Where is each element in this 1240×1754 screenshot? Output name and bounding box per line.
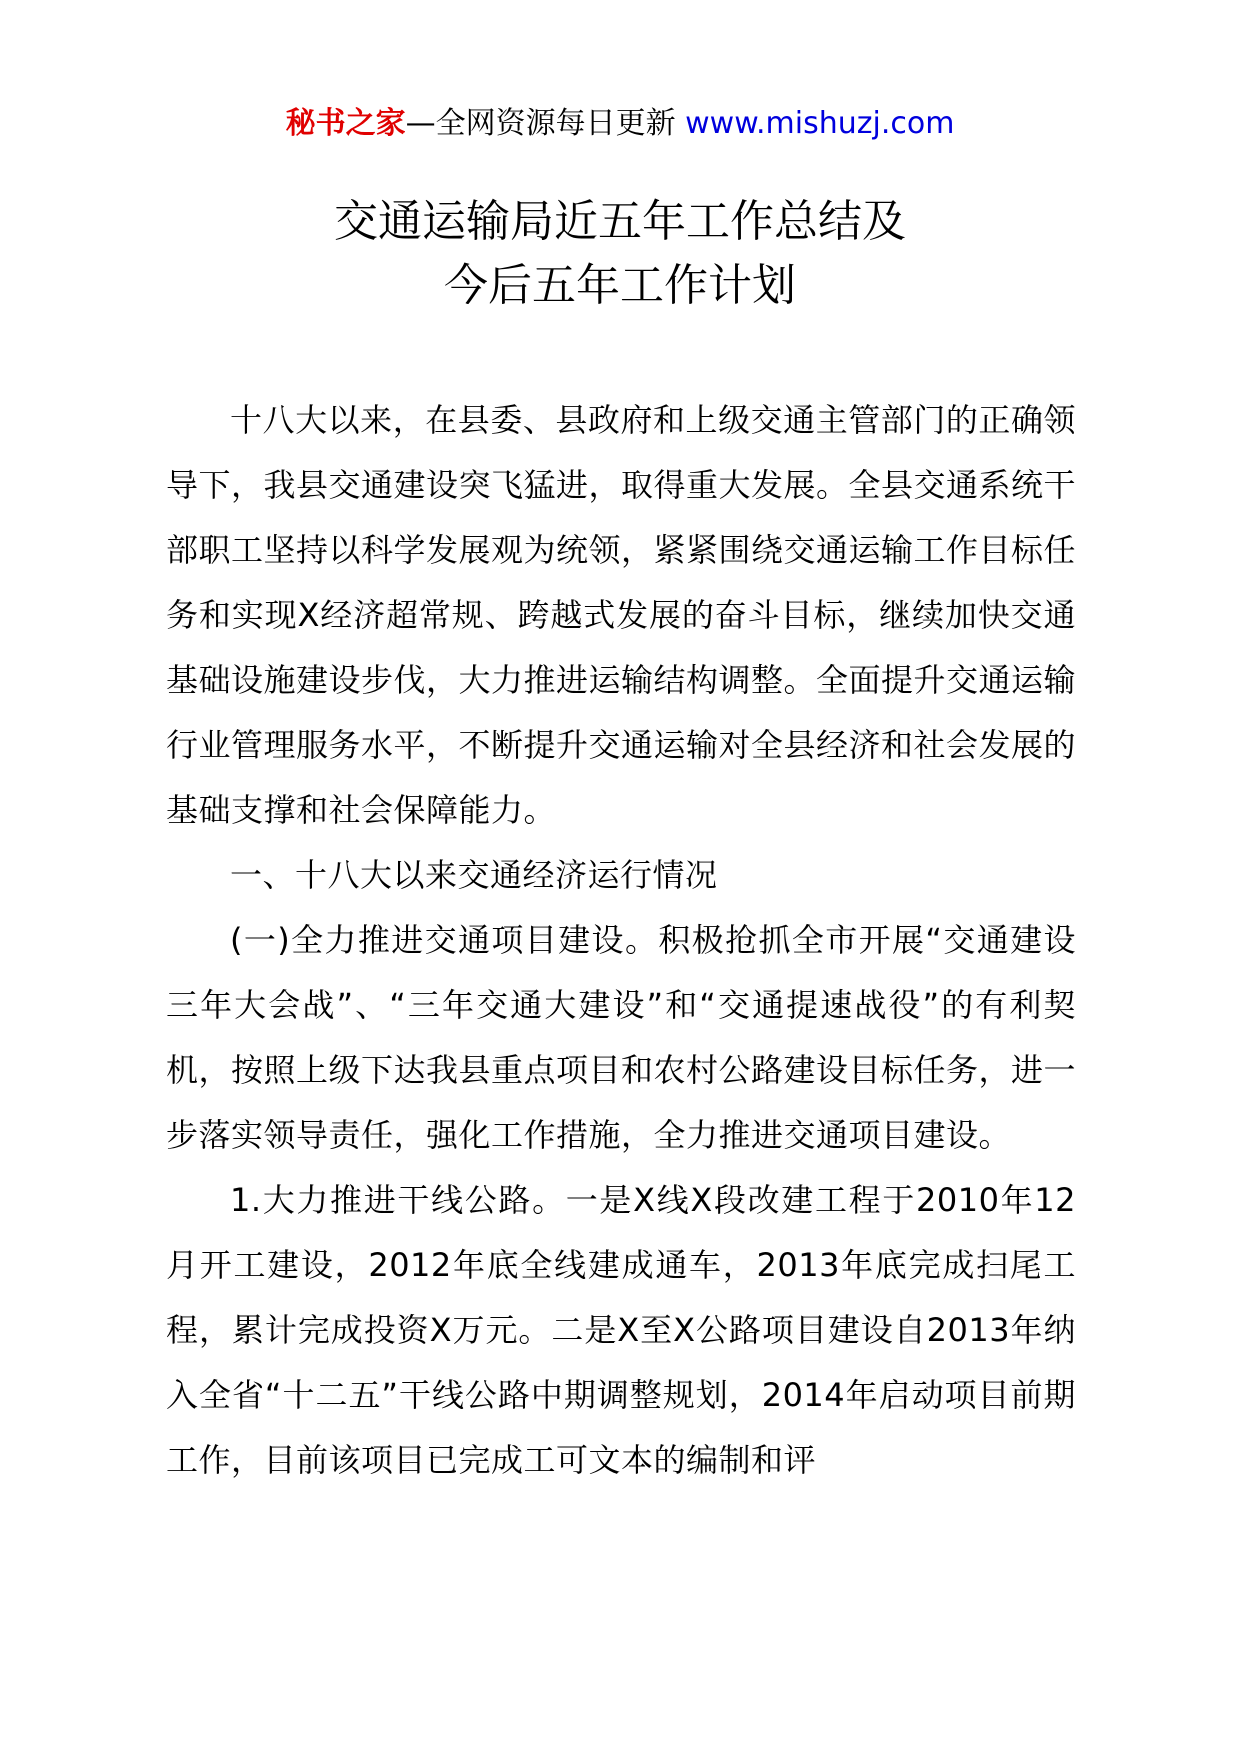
document-body	[166, 388, 1076, 1493]
site-brand: 秘书之家	[285, 106, 406, 141]
title-line-1: 交通运输局近五年工作总结及	[334, 196, 906, 247]
section-heading: 一、十八大以来交通经济运行情况	[230, 856, 718, 894]
document-title	[0, 190, 1240, 318]
site-url-link[interactable]: www.mishuzj.com	[685, 106, 955, 141]
site-header	[0, 100, 1240, 148]
site-slogan: —全网资源每日更新	[405, 106, 676, 141]
title-line-2: 今后五年工作计划	[444, 260, 796, 311]
intro-paragraph: 十八大以来，在县委、县政府和上级交通主管部门的正确领导下，我县交通建设突飞猛进，取得重大发展。全县交通系统干部职工坚持以科学发展观为统领，紧紧围绕交通运输工作目标任务和实现X经济超常规、跨越式发展的奋斗目标，继续加快交通基础设施建设步伐，大力推进运输结构调整。全面提升交通运输行业管理服务水平，不断提升交通运输对全县经济和社会发展的基础支撑和社会保障能力。	[166, 401, 1077, 829]
subsection-paragraph: (一)全力推进交通项目建设。积极抢抓全市开展“交通建设三年大会战”、“三年交通大建设”和“交通提速战役”的有利契机，按照上级下达我县重点项目和农村公路建设目标任务，进一步落实领导责任，强化工作措施，全力推进交通项目建设。	[166, 921, 1077, 1154]
item-paragraph: 1.大力推进干线公路。一是X线X段改建工程于2010年12月开工建设，2012年底全线建成通车，2013年底完成扫尾工程，累计完成投资X万元。二是X至X公路项目建设自2013年纳入全省“十二五”干线公路中期调整规划，2014年启动项目前期工作，目前该项目已完成工可文本的编制和评	[166, 1181, 1076, 1479]
